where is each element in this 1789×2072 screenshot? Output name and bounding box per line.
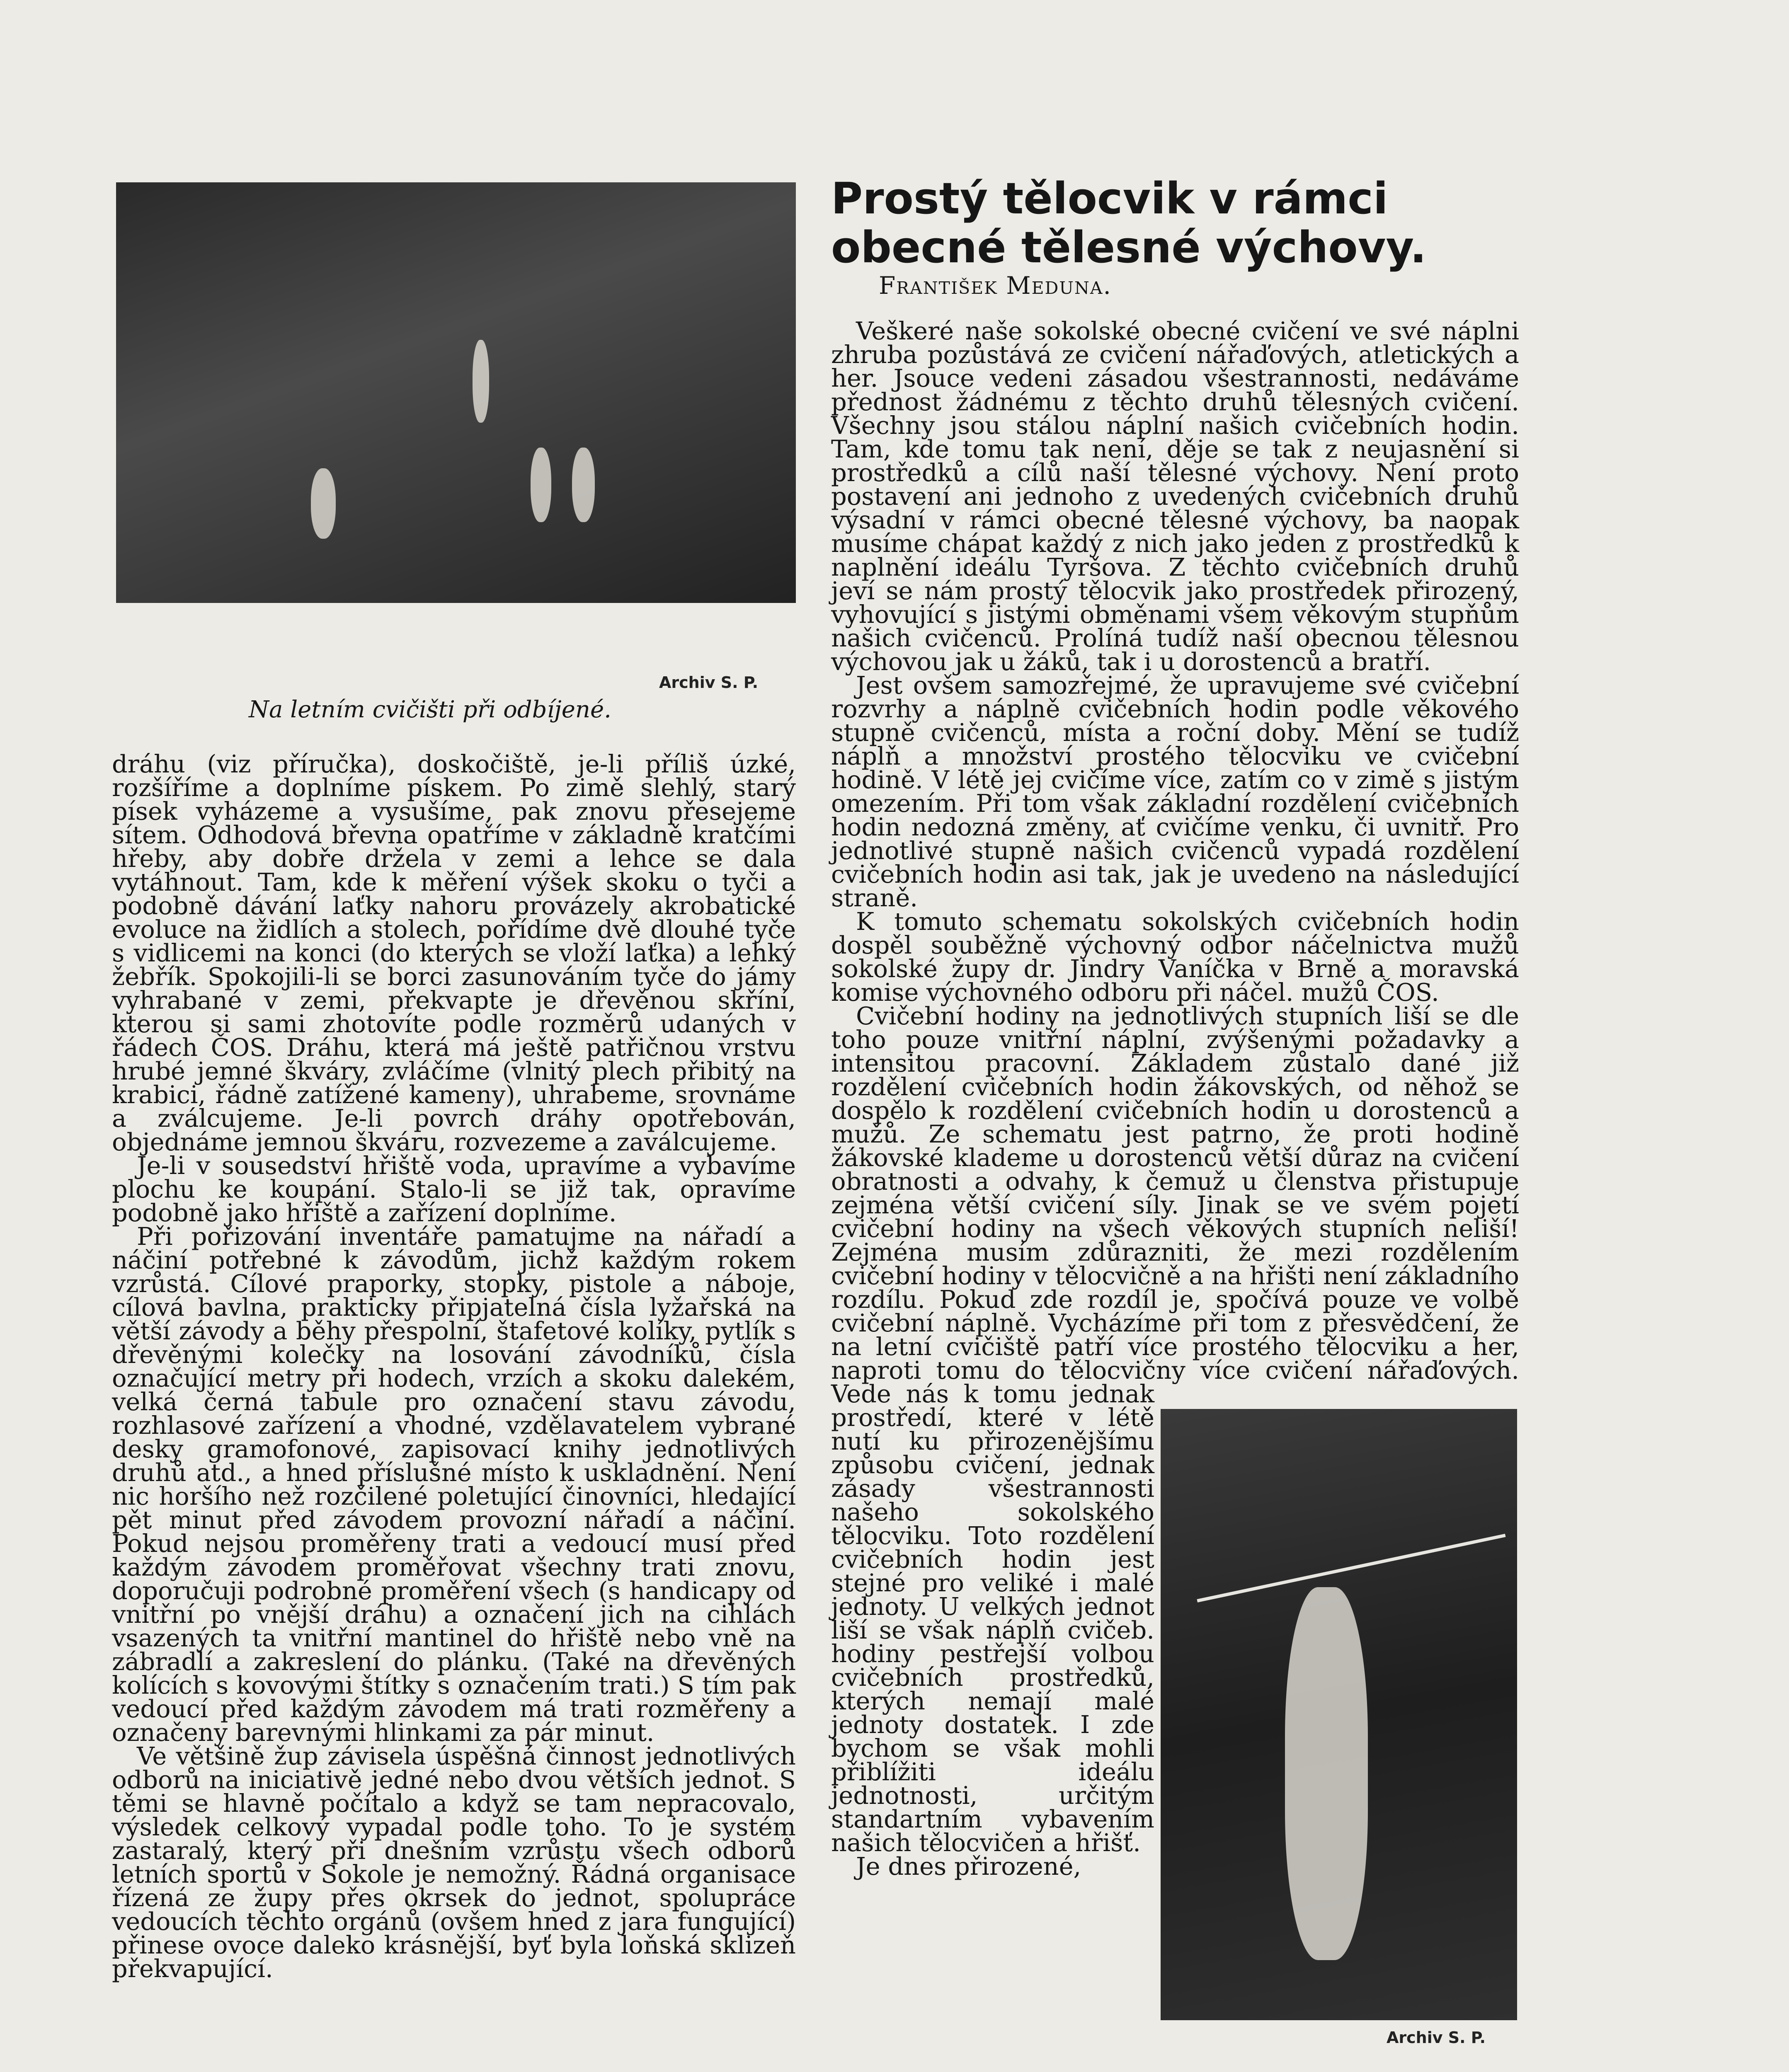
- left-column: [112, 750, 796, 1983]
- photo-credit-top: Archiv S. P.: [659, 673, 759, 692]
- paragraph: Jest ovšem samozřejmé, že upravujeme své cvičební rozvrhy a náplně cvičebních hodin podle věkového stupně cvičenců, místa a roční doby. Mění se tudíž náplň a množství prostého tělocviku ve cvičební hodině. V létě jej cvičíme více, zatím co v zimě s jistým omezením. Při tom však základní rozdělení cvičebních hodin nedozná změny, ať cvičíme venku, či uvnitř. Pro jednotlivé stupně našich cvičenců vypadá rozdělení cvičebních hodin asi tak, jak je uvedeno na následující straně.: [831, 671, 1519, 912]
- paragraph: Cvičební hodiny na jednotlivých stupních liší se dle toho pouze vnitřní náplní, zvýšenými požadavky a intensitou pracovní. Základem zůstalo dané již rozdělení cvičebních hodin žákovských, od něhož se dospělo k rozdělení cvičebních hodin u dorostenců a mužů. Ze schematu jest patrno, že proti hodině žákovské klademe u dorostenců větší důraz na cvičení obratnosti a odvahy, k čemuž u členstva přistupuje zejména větší cvičení síly. Jinak se ve svém pojetí cvičební hodiny na všech věkových stupních neliší! Zejména musím zdůrazniti, že mezi rozdělením cvičební hodiny v tělocvičně a na hřišti není základního rozdílu. Pokud zde rozdíl je, spočívá pouze ve volbě cvičební náplně. Vycházíme při tom z přesvědčení, že na letní cvičiště patří více prostého tělocviku a her, naproti tomu do tělocvičny více cvičení nářaďových. Vede nás k tomu jednak prostředí, které v létě nutí ku přirozenějšímu způsobu cvičení, jednak zásady všestrannosti našeho sokolského tělocviku. Toto rozdělení cvičebních hodin jest stejné pro veliké i malé jednoty. U velkých jednot liší se však náplň cvičeb. hodiny pestřejší volbou cvičebních prostředků, kterých nemají malé jednoty dostatek. I zde bychom se však mohli přiblížiti ideálu jednotnosti, určitým standartním vybavením našich tělocvičen a hřišť.: [831, 1002, 1519, 1857]
- article-title: Prostý tělocvik v rámci obecné tělesné výchovy.: [831, 173, 1427, 273]
- paragraph: Je-li v sousedství hřiště voda, upravíme a vybavíme plochu ke koupání. Stalo-li se již tak, opravíme podobně jako hřiště a zařízení doplníme.: [112, 1151, 796, 1227]
- paragraph: Při pořizování inventáře pamatujme na nářadí a náčiní potřebné k závodům, jichž každým rokem vzrůstá. Cílové praporky, stopky, pistole a náboje, cílová bavlna, prakticky připjatelná čísla lyžařská na větší závody a běhy přespolní, štafetové kolíky, pytlík s dřevěnými kolečky na losování závodníků, čísla označující metry při hodech, vrzích a skoku dalekém, velká černá tabule pro označení stavu závodu, rozhlasové zařízení a vhodné, vzdělavatelem vybrané desky gramofonové, zapisovací knihy jednotlivých druhů atd., a hned příslušné místo k uskladnění. Není nic horšího než rozčilené poletující činovníci, hledající pět minut před závodem provozní nářadí a náčiní. Pokud nejsou proměřeny trati a vedoucí musí před každým závodem proměřovat všechny trati znovu, doporučuji podrobné proměření všech (s handicapy od vnitřní po vnější dráhu) a označení jich na cihlách vsazených ta vnitřní mantinel do hřiště nebo vně na zábradlí a zakreslení do plánku. (Také na dřevěných kolících s kovovými štítky s označením trati.) S tím pak vedoucí před každým závodem má trati rozměřeny a označeny barevnými hlinkami za pár minut.: [112, 1222, 796, 1747]
- player-figure: [531, 448, 551, 522]
- paragraph: Ve většině žup závisela úspěšná činnost jednotlivých odborů na iniciativě jedné nebo dvou větších jednot. S těmi se hlavně počítalo a když se tam nepracovalo, výsledek celkový vypadal podle toho. To je systém zastaralý, který při dnešním vzrůstu všech odborů letních sportů v Sokole je nemožný. Řádná organisace řízená ze župy přes okrsek do jednot, spolupráce vedoucích těchto orgánů (ovšem hned z jara fungující) přinese ovoce daleko krásnější, byť byla loňská sklizeň překvapující.: [112, 1742, 796, 1983]
- paragraph: Je dnes přirozené,: [856, 1852, 1081, 1881]
- paragraph: K tomuto schematu sokolských cvičebních hodin dospěl souběžně výchovný odbor náčelnictva mužů sokolské župy dr. Jindry Vaníčka v Brně a moravská komise výchovného odboru při náčel. mužů ČOS.: [831, 907, 1519, 1007]
- volleyball-photo: [116, 182, 796, 603]
- player-figure: [572, 448, 595, 522]
- paragraph: Veškeré naše sokolské obecné cvičení ve své náplni zhruba pozůstává ze cvičení nářaďových, atletických a her. Jsouce vedeni zásadou všestrannosti, nedáváme přednost žádnému z těchto druhů tělesných cvičení. Všechny jsou stálou náplní našich cvičebních hodin. Tam, kde tomu tak není, děje se tak z neujasnění si prostředků a cílů naší tělesné výchovy. Není proto postavení ani jednoho z uvedených cvičebních druhů výsadní v rámci obecné tělesné výchovy, ba naopak musíme chápat každý z nich jako jeden z prostředků k naplnění ideálu Tyršova. Z těchto cvičebních druhů jeví se nám prostý tělocvik jako prostředek přirozený, vyhovující s jistými obměnami všem věkovým stupňům našich cvičenců. Prolíná tudíž naší obecnou tělesnou výchovou jak u žáků, tak i u dorostenců a bratří.: [831, 317, 1519, 676]
- player-figure: [311, 468, 336, 539]
- article-author: František Meduna.: [879, 271, 1112, 300]
- paragraph: dráhu (viz příručka), doskočiště, je-li příliš úzké, rozšíříme a doplníme pískem. Po zimě slehlý, starý písek vyházeme a vysušíme, pak znovu přesejeme sítem. Odhodová břevna opatříme v základně kratčími hřeby, aby dobře držela v zemi a lehce se dala vytáhnout. Tam, kde k měření výšek skoku o tyči a podobně dávání laťky nahoru provázely akrobatické evoluce na židlích a stolech, pořídíme dvě dlouhé tyče s vidlicemi na konci (do kterých se vloží laťka) a lehký žebřík. Spokojili-li se borci zasunováním tyče do jámy vyhrabané v zemi, překvapte je dřevěnou skříní, kterou si sami zhotovíte podle rozměrů udaných v řádech ČOS. Dráhu, která má ještě patřičnou vrstvu hrubé jemné škváry, zvláčíme (vlnitý plech přibitý na krabici, řádně zatížené kameny), uhrabeme, srovnáme a zválcujeme. Je-li povrch dráhy opotřebován, objednáme jemnou škváru, rozvezeme a zaválcujeme.: [112, 750, 796, 1156]
- javelin: [1197, 1534, 1505, 1602]
- photo-credit-right: Archiv S. P.: [1387, 2028, 1486, 2047]
- athlete-figure: [1285, 1587, 1368, 1960]
- javelin-photo: [1161, 1409, 1517, 2020]
- player-figure: [473, 340, 489, 423]
- photo-caption: Na letním cvičišti při odbíjené.: [249, 696, 611, 723]
